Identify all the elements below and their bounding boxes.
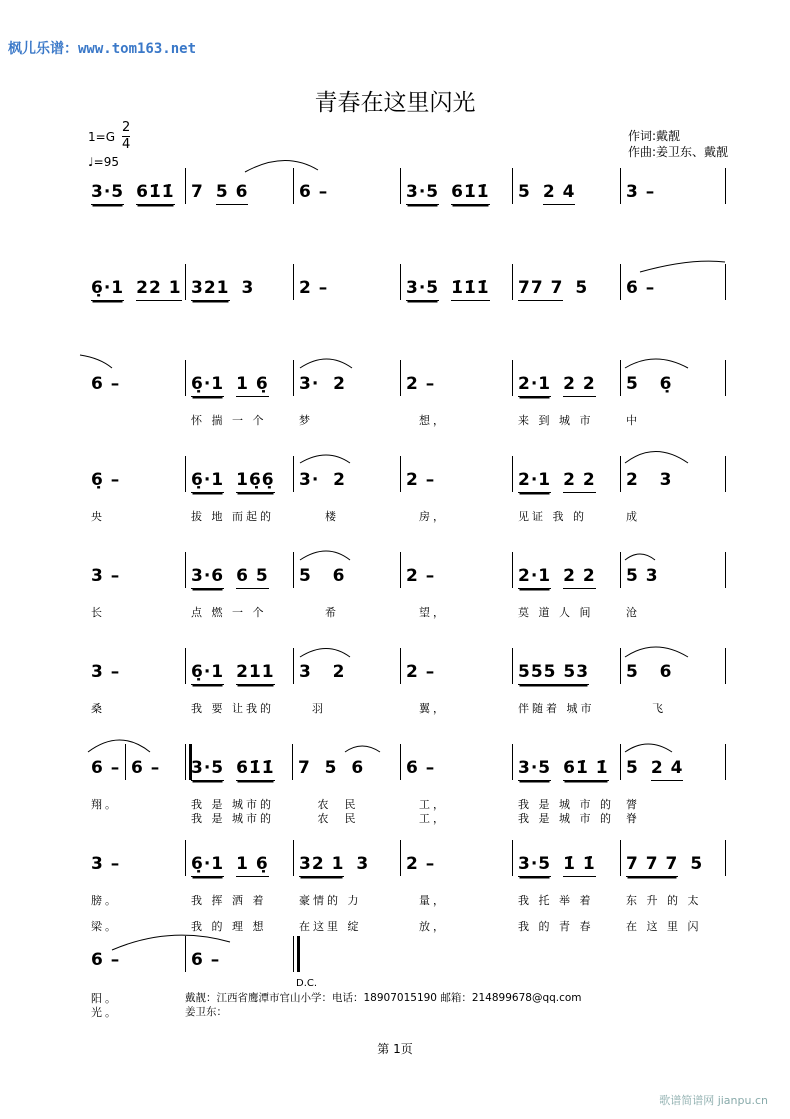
note-group: 16̣6̣	[236, 470, 275, 493]
slur	[625, 647, 688, 657]
note-group: 6 –	[131, 758, 161, 778]
note-group: 5 6	[626, 662, 673, 682]
lyric: 梁。	[91, 920, 119, 933]
note-group: 2·1	[518, 374, 551, 397]
slur	[625, 359, 688, 368]
note-group: 6 –	[406, 758, 436, 778]
note-group: 3	[241, 278, 255, 298]
tempo-value: =95	[93, 155, 119, 169]
note-group: 32 1	[299, 854, 344, 877]
note-group: 7	[191, 182, 204, 202]
note-group: 3· 2	[299, 374, 346, 394]
lyric: 在这里 绽	[299, 920, 362, 933]
lyric: 工，	[406, 812, 447, 825]
note-group: 6 –	[91, 374, 121, 394]
note-group: 7 5 6	[298, 758, 365, 778]
note-group: 555 53	[518, 662, 589, 685]
note-group: 1 6̣	[236, 854, 269, 877]
note-group: 6 5	[236, 566, 269, 589]
note-group: 3	[356, 854, 370, 874]
note-group: 6 –	[91, 758, 121, 778]
lyric: 望，	[406, 606, 447, 619]
lyric: 东 升 的 太	[626, 894, 702, 907]
lyric: 我 是 城 市 的	[518, 798, 614, 811]
slur	[245, 160, 318, 172]
lyric: 我 是 城市的	[191, 812, 274, 825]
lyric: 翔。	[91, 798, 119, 811]
lyric: 膂	[626, 798, 640, 811]
note-group: 5 6	[216, 182, 249, 205]
lyric: 莫 道 人 间	[518, 606, 594, 619]
note-group: 321	[191, 278, 230, 301]
lyric: 我 的 理 想	[191, 920, 267, 933]
lyric: 希	[299, 606, 339, 619]
lyric: 长	[91, 606, 105, 619]
lyric: 央	[91, 510, 105, 523]
note-group: 6̣·1	[91, 278, 124, 301]
lyric: 放，	[406, 920, 447, 933]
note-group: 61̇1̇	[136, 182, 175, 205]
slur	[88, 740, 150, 752]
note-group: 2 2	[563, 470, 596, 493]
footer-line-2: 姜卫东：	[185, 1006, 227, 1018]
note-group: 2·1	[518, 470, 551, 493]
lyric: 在 这 里 闪	[626, 920, 702, 933]
note-group: 1̇ 1̇	[563, 854, 596, 877]
note-group: 2 –	[299, 278, 329, 298]
note-group: 6̣·1	[191, 374, 224, 397]
lyric: 翼，	[406, 702, 447, 715]
note-group: 6̣·1	[191, 662, 224, 685]
note-group: 2 –	[406, 566, 436, 586]
da-capo: D.C.	[296, 978, 318, 989]
lyric: 中	[626, 414, 640, 427]
lyric: 豪情的 力	[299, 894, 362, 907]
note-group: 2 3	[626, 470, 673, 490]
slur	[625, 452, 688, 464]
time-top: 2	[122, 120, 131, 135]
lyric: 想，	[406, 414, 447, 427]
note-group: 3·5	[91, 182, 124, 205]
note-group: 5 6	[299, 566, 346, 586]
lyric: 楼	[299, 510, 339, 523]
lyric: 沧	[626, 606, 640, 619]
note-group: 3 –	[91, 662, 121, 682]
key-signature: 1=G	[88, 130, 115, 144]
note-group: 3·5	[406, 182, 439, 205]
note-group: 5	[575, 278, 589, 298]
note-group: 2 2	[563, 566, 596, 589]
slur	[345, 746, 380, 752]
lyric: 点 燃 一 个	[191, 606, 267, 619]
note-group: 6̣ –	[91, 470, 121, 490]
note-group: 6 –	[626, 278, 656, 298]
note-group: 2 –	[406, 470, 436, 490]
note-group: 77 7	[518, 278, 563, 301]
note-group: 2 –	[406, 374, 436, 394]
lyric: 来 到 城 市	[518, 414, 594, 427]
note-group: 61̇1̇	[451, 182, 490, 205]
note-group: 6̣·1	[191, 854, 224, 877]
slur	[112, 935, 230, 950]
note-group: 3·5	[518, 758, 551, 781]
lyric: 成	[626, 510, 640, 523]
footer-line-1: 戴靓：江西省鹰潭市官山小学：电话：18907015190 邮箱：214899678@qq.com	[185, 992, 582, 1004]
note-group: 5	[690, 854, 704, 874]
lyric: 我 要 让我的	[191, 702, 274, 715]
slur	[300, 455, 350, 463]
note-group: 1 6̣	[236, 374, 269, 397]
note-group: 61̇1̇	[236, 758, 275, 781]
note-group: 6 –	[191, 950, 221, 970]
slur	[300, 649, 350, 658]
page-number: 第 1页	[377, 1042, 413, 1056]
note-group: 2·1	[518, 566, 551, 589]
slur	[80, 355, 112, 368]
note-group: 5 3	[626, 566, 659, 586]
note-group: 3·5	[518, 854, 551, 877]
note-group: 2 –	[406, 854, 436, 874]
slur	[300, 551, 350, 560]
lyric: 我 托 举 着	[518, 894, 594, 907]
lyric: 梦	[299, 414, 313, 427]
note-group: 6̣·1	[191, 470, 224, 493]
time-bottom: 4	[122, 137, 131, 152]
note-group: 3 2	[299, 662, 346, 682]
lyric: 房，	[406, 510, 447, 523]
lyric: 膀。	[91, 894, 119, 907]
slur	[640, 261, 725, 272]
slur	[625, 554, 655, 560]
lyric: 工，	[406, 798, 447, 811]
note-group: 3· 2	[299, 470, 346, 490]
lyric: 我 挥 洒 着	[191, 894, 267, 907]
slur	[300, 359, 352, 368]
quarter-note-icon: ♩	[88, 155, 94, 169]
note-group: 22 1	[136, 278, 181, 301]
note-group: 1̇1̇1̇	[451, 278, 490, 301]
note-group: 2 –	[406, 662, 436, 682]
lyric: 农 民	[298, 812, 359, 825]
song-title: 青春在这里闪光	[314, 90, 476, 116]
lyric: 量，	[406, 894, 447, 907]
note-group: 3·5	[191, 758, 224, 781]
lyric: 拔 地 而起的	[191, 510, 274, 523]
lyric: 见证 我 的	[518, 510, 587, 523]
note-group: 3·6	[191, 566, 224, 589]
note-group: 2 2	[563, 374, 596, 397]
lyric: 我 是 城市的	[191, 798, 274, 811]
lyric: 怀 揣 一 个	[191, 414, 267, 427]
lyric: 伴随着 城市	[518, 702, 595, 715]
lyric: 飞	[626, 702, 666, 715]
site-watermark[interactable]: 枫儿乐谱：www.tom163.net	[8, 41, 197, 57]
note-group: 3 –	[91, 854, 121, 874]
note-group: 2 4	[543, 182, 576, 205]
note-group: 3 –	[626, 182, 656, 202]
note-group: 211	[236, 662, 275, 685]
note-group: 3 –	[91, 566, 121, 586]
lyric: 我 的 青 春	[518, 920, 594, 933]
slur	[625, 744, 672, 752]
note-group: 3·5	[406, 278, 439, 301]
note-group: 61̇ 1̇	[563, 758, 608, 781]
lyric: 农 民	[298, 798, 359, 811]
note-group: 7 7 7	[626, 854, 678, 877]
lyric: 脊	[626, 812, 640, 825]
note-group: 5	[518, 182, 531, 202]
note-group: 6 –	[91, 950, 121, 970]
lyric: 我 是 城 市 的	[518, 812, 614, 825]
composer: 作曲:姜卫东、戴靓	[628, 145, 729, 159]
note-group: 5 6̣	[626, 374, 673, 394]
lyric: 光。	[91, 1006, 119, 1019]
lyric: 桑	[91, 702, 105, 715]
note-group: 6 –	[299, 182, 329, 202]
lyricist: 作词:戴靓	[628, 129, 681, 143]
lyric: 羽	[299, 702, 326, 715]
lyric: 阳。	[91, 992, 119, 1005]
note-group: 2 4	[651, 758, 684, 781]
note-group: 5	[626, 758, 639, 778]
corner-watermark: 歌谱简谱网 jianpu.cn	[659, 1094, 768, 1107]
